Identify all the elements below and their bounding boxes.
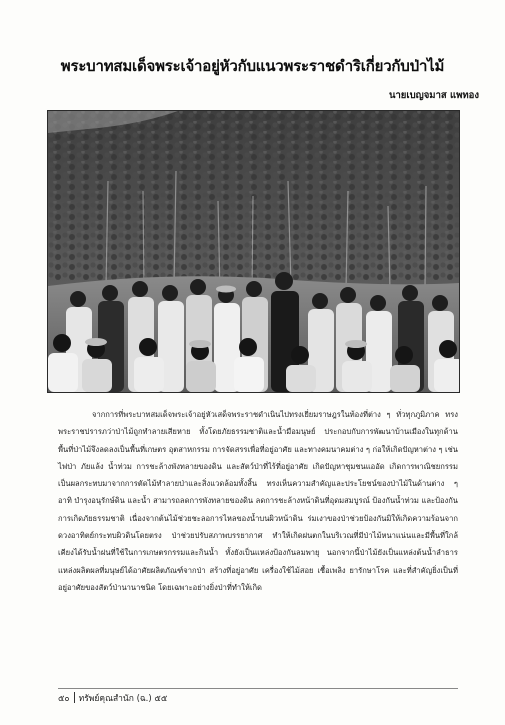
article-author: นายเบญจมาส แพทอง [388,90,479,101]
journal-name: ทรัพย์คุณสำนัก (ฉ.) ๕๕ [78,694,168,704]
page-footer [58,692,167,705]
footer-divider [58,688,458,689]
body-paragraph: จากการที่พระบาทสมเด็จพระเจ้าอยู่หัวเสด็จพระราชดำเนินไปทรงเยี่ยมราษฎรในท้องที่ต่าง ๆ ทั่วทุกภูมิภาค ทรงพระราชปรารภว่าป่าไม้ถูกทำลายเสียหาย ทั้งโดยภัยธรรมชาติและน้ำมือมนุษย์ ประกอบกับการพัฒนาบ้านเมืองในทุกด้าน พื้นที่ป่าไม้จึงลดลงเป็นพื้นที่เกษตร อุตสาหกรรม การจัดสรรเพื่อที่อยู่อาศัย และทางคมนาคมต่าง ๆ ก่อให้เกิดปัญหาต่าง ๆ เช่น ไฟป่า ภัยแล้ง น้ำท่วม การชะล้างพังทลายของดิน และสัตว์ป่าที่ไร้ที่อยู่อาศัย เกิดปัญหาชุมชนแออัด เกิดการพาณิชยกรรม เป็นผลกระทบมาจากการตัดไม้ทำลายป่าและสิ่งแวดล้อมทั้งสิ้น ทรงเห็นความสำคัญและประโยชน์ของป่าไม้ในด้านต่าง ๆ อาทิ บำรุงอนุรักษ์ดิน และน้ำ สามารถลดการพังทลายของดิน ลดการชะล้างหน้าดินที่อุดมสมบูรณ์ ป้องกันน้ำท่วม และป้องกันการเกิดภัยธรรมชาติ เนื่องจากต้นไม้ช่วยชะลอการไหลของน้ำบนผิวหน้าดิน ร่มเงาของป่าช่วยป้องกันมิให้เกิดความร้อนจากดวงอาทิตย์กระทบผิวดินโดยตรง ป่าช่วยปรับสภาพบรรยากาศ ทำให้เกิดฝนตกในบริเวณที่มีป่าไม้หนาแน่นและมีพื้นที่ใกล้เคียงได้รับน้ำฝนที่ใช้ในการเกษตรกรรมและกินน้ำ ทั้งยังเป็นแหล่งป้องกันลมพายุ นอกจากนี้ป่าไม้ยังเป็นแหล่งต้นน้ำลำธาร แหล่งผลิตผลที่มนุษย์ได้อาศัยผลิตภัณฑ์จากป่า สร้างที่อยู่อาศัย เครื่องใช้ไม้สอย เชื้อเพลิง ยารักษาโรค และที่สำคัญยิ่งเป็นที่อยู่อาศัยของสัตว์ป่านานาชนิด โดยเฉพาะอย่างยิ่งป่าที่ทำให้เกิด [58,410,458,592]
photograph-scene [48,111,459,392]
page-number: ๕๐ [58,694,70,704]
article-photograph [47,110,460,393]
article-title: พระบาทสมเด็จพระเจ้าอยู่หัวกับแนวพระราชดำริเกี่ยวกับป่าไม้ [60,57,445,75]
footer-separator [74,692,75,703]
article-body [58,406,458,596]
